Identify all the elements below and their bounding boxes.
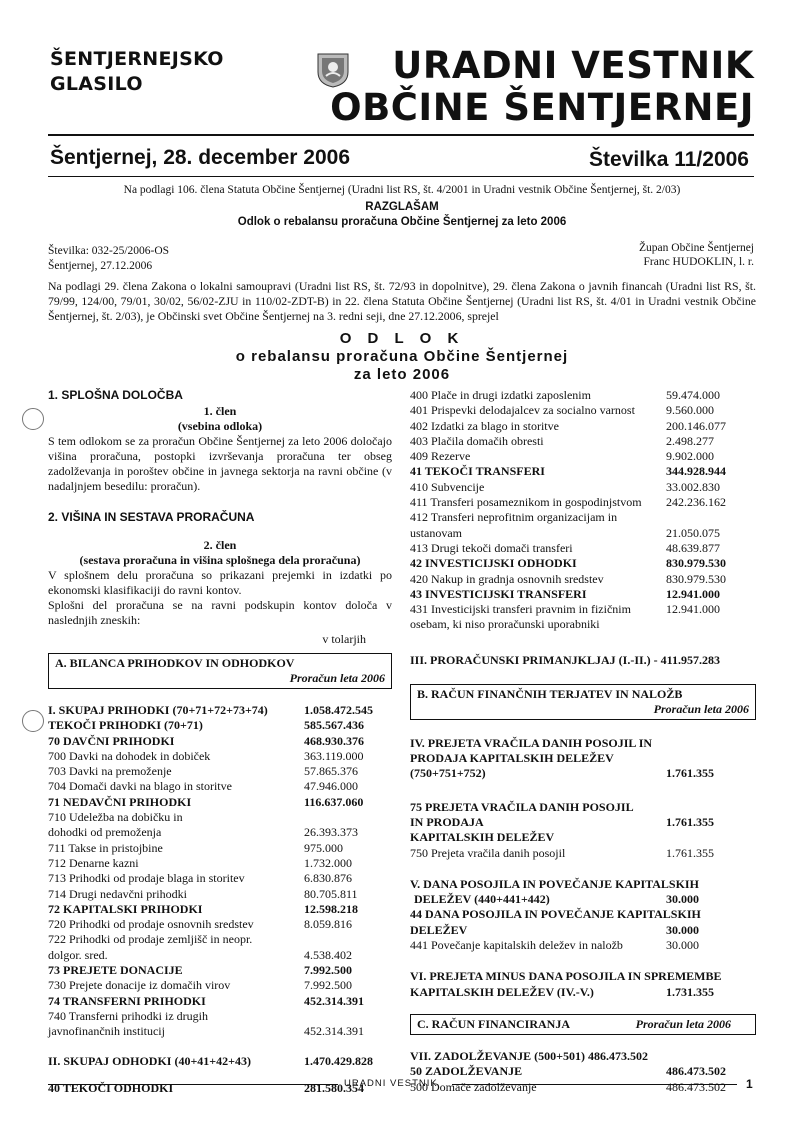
box-b-subtitle: Proračun leta 2006 bbox=[653, 701, 749, 716]
box-c-title: C. RAČUN FINANCIRANJA bbox=[417, 1016, 570, 1031]
table-row: 722 Prihodki od prodaje zemljišč in neopr. bbox=[48, 932, 253, 947]
odlok-year: za leto 2006 bbox=[353, 366, 451, 383]
total-expenditure-row: II. SKUPAJ ODHODKI (40+41+42+43) 1.470.429.828 bbox=[48, 1053, 373, 1068]
footer-rule-right bbox=[452, 1084, 737, 1085]
table-row: 411 Transferi posameznikom in gospodinjstvom 242.236.162 bbox=[410, 495, 726, 510]
masthead-left-line1: ŠENTJERNEJSKO bbox=[50, 48, 224, 70]
mayor-name: Franc HUDOKLIN, l. r. bbox=[643, 256, 754, 268]
header-rule bbox=[48, 134, 754, 136]
section-v: V. DANA POSOJILA IN POVEČANJE KAPITALSKIH DELEŽEV (440+441+442) 30.000 44 DANA POSOJILA IN POVEČANJE KAPITALSKIH DELEŽEV 30.000 441 Povečanje kapitalskih deležev in naložb 30.000 bbox=[410, 876, 701, 953]
table-row: 730 Prejete donacije iz domačih virov 7.992.500 bbox=[48, 978, 352, 993]
legal-basis: Na podlagi 29. člena Zakona o lokalni samoupravi (Uradni list RS, št. 72/93 in dopolnitve), 29. člena Zakona o javnih financah (Uradni list RS, št. 79/99, 124/00, 79/01, 30/02, 56/02-ZJU in 110/02-ZDT-B) in 22. člena Statuta Občine Šentjernej (Uradni list RS, št. 4/01 in Uradni vestnik Občine Šentjernej, št. 2/03), je Občinski svet Občine Šentjernej na 3. redni seji, dne 27.12.2006, sprejel bbox=[48, 279, 756, 324]
table-row: 72 KAPITALSKI PRIHODKI 12.598.218 bbox=[48, 901, 358, 916]
footer-label: URADNI VESTNIK bbox=[344, 1078, 438, 1089]
odlok-heading: O D L O K bbox=[339, 330, 465, 347]
section-75: 75 PREJETA VRAČILA DANIH POSOJIL IN PRODAJA 1.761.355 KAPITALSKIH DELEŽEV 750 Prejeta vračila danih posojil 1.761.355 bbox=[410, 799, 714, 860]
expenditure-table bbox=[410, 388, 756, 633]
unit-label: v tolarjih bbox=[322, 632, 366, 646]
razglasam: RAZGLAŠAM bbox=[365, 201, 439, 213]
punch-hole-bottom bbox=[22, 710, 44, 732]
article-2: 2. člen bbox=[203, 538, 237, 552]
article-1-subtitle: (vsebina odloka) bbox=[177, 419, 263, 433]
box-b bbox=[410, 684, 756, 720]
table-row: 74 TRANSFERNI PRIHODKI 452.314.391 bbox=[48, 993, 364, 1008]
table-row: 740 Transferni prihodki iz drugih bbox=[48, 1008, 208, 1023]
table-row: I. SKUPAJ PRIHODKI (70+71+72+73+74) 1.058.472.545 bbox=[48, 703, 373, 717]
masthead-left-line2: GLASILO bbox=[50, 73, 143, 95]
table-row: 41 TEKOČI TRANSFERI 344.928.944 bbox=[410, 464, 726, 479]
masthead-title-line1: URADNI VESTNIK bbox=[392, 44, 754, 87]
table-row: dohodki od premoženja 26.393.373 bbox=[48, 825, 358, 840]
decree-title: Odlok o rebalansu proračuna Občine Šentjernej za leto 2006 bbox=[237, 216, 567, 228]
table-row: 409 Rezerve 9.902.000 bbox=[410, 449, 714, 464]
box-a-title: A. BILANCA PRIHODKOV IN ODHODKOV bbox=[55, 656, 295, 670]
table-row: 412 Transferi neprofitnim organizacijam in bbox=[410, 510, 618, 525]
table-row: 410 Subvencije 33.002.830 bbox=[410, 479, 720, 494]
punch-hole-top bbox=[22, 408, 44, 430]
masthead-left bbox=[50, 47, 224, 97]
article-2-text1: V splošnem delu proračuna so prikazani prejemki in izdatki po ekonomski klasifikaciji do ravni kontov. bbox=[48, 568, 392, 597]
preamble: Na podlagi 106. člena Statuta Občine Šentjernej (Uradni list RS, št. 4/2001 in Uradni vestnik Občine Šentjernej, št. 2/03) bbox=[123, 184, 681, 196]
section-vi: VI. PREJETA MINUS DANA POSOJILA IN SPREMEMBE KAPITALSKIH DELEŽEV (IV.-V.) 1.731.355 bbox=[410, 969, 722, 999]
table-row: 700 Davki na dohodek in dobiček 363.119.000 bbox=[48, 748, 364, 763]
section-vii: VII. ZADOLŽEVANJE (500+501) 486.473.502 50 ZADOLŽEVANJE 486.473.502 500 Domače zadolževanje 486.473.502 bbox=[410, 1048, 726, 1094]
current-expenditure-row: 40 TEKOČI ODHODKI 281.580.354 bbox=[48, 1080, 364, 1095]
issue-number: Številka 11/2006 bbox=[589, 148, 749, 171]
table-row: javnofinančnih institucij 452.314.391 bbox=[48, 1024, 364, 1039]
table-row: 401 Prispevki delodajalcev za socialno varnost 9.560.000 bbox=[410, 403, 714, 418]
section-1-heading: 1. SPLOŠNA DOLOČBA bbox=[48, 388, 183, 402]
table-row: dolgor. sred. 4.538.402 bbox=[48, 947, 352, 962]
article-1: 1. člen bbox=[203, 404, 237, 418]
box-b-title: B. RAČUN FINANČNIH TERJATEV IN NALOŽB bbox=[417, 686, 683, 701]
table-row: 711 Takse in pristojbine 975.000 bbox=[48, 840, 343, 855]
dateline-rule bbox=[48, 176, 754, 177]
table-row: 403 Plačila domačih obresti 2.498.277 bbox=[410, 433, 714, 448]
table-row: ustanovam 21.050.075 bbox=[410, 525, 720, 540]
budget-deficit: III. PRORAČUNSKI PRIMANJKLJAJ (I.-II.) - 411.957.283 bbox=[410, 652, 721, 667]
left-column bbox=[48, 388, 392, 1096]
article-2-subtitle: (sestava proračuna in višina splošnega dela proračuna) bbox=[79, 553, 361, 567]
document-number: Številka: 032-25/2006-OS bbox=[48, 245, 170, 257]
table-row: 714 Drugi nedavčni prihodki 80.705.811 bbox=[48, 886, 358, 901]
revenue-table bbox=[48, 703, 392, 1040]
box-a bbox=[48, 653, 392, 689]
mayor-title: Župan Občine Šentjernej bbox=[639, 242, 754, 254]
table-row: 71 NEDAVČNI PRIHODKI 116.637.060 bbox=[48, 794, 364, 809]
table-row: 402 Izdatki za blago in storitve 200.146.077 bbox=[410, 418, 726, 433]
table-row: 713 Prihodki od prodaje blaga in storitev 6.830.876 bbox=[48, 871, 352, 886]
box-a-subtitle: Proračun leta 2006 bbox=[289, 671, 385, 685]
table-row: 720 Prihodki od prodaje osnovnih sredstev 8.059.816 bbox=[48, 917, 352, 932]
table-row: osebam, ki niso proračunski uporabniki bbox=[410, 617, 600, 632]
table-row: 420 Nakup in gradnja osnovnih sredstev 830.979.530 bbox=[410, 571, 726, 586]
table-row: 431 Investicijski transferi pravnim in fizičnim 12.941.000 bbox=[410, 602, 720, 617]
box-c bbox=[410, 1014, 756, 1035]
page-number: 1 bbox=[746, 1077, 753, 1091]
table-row: 42 INVESTICIJSKI ODHODKI 830.979.530 bbox=[410, 556, 726, 571]
table-row: 413 Drugi tekoči domači transferi 48.639.877 bbox=[410, 540, 720, 555]
article-1-text: S tem odlokom se za proračun Občine Šentjernej za leto 2006 določajo višina proračuna, postopki izvrševanja proračuna ter obseg zadolževanja in poroštev občine in javnega sektorja na ravni občine (v nadaljnjem besedilu: proračun). bbox=[48, 434, 392, 493]
table-row: 703 Davki na premoženje 57.865.376 bbox=[48, 764, 358, 779]
place-date: Šentjernej, 27.12.2006 bbox=[48, 260, 153, 272]
box-c-subtitle: Proračun leta 2006 bbox=[635, 1016, 731, 1031]
article-2-text2: Splošni del proračuna se na ravni podskupin kontov določa v naslednjih zneskih: bbox=[48, 598, 392, 627]
footer-rule-left bbox=[48, 1084, 338, 1085]
table-row: 710 Udeležba na dobičku in bbox=[48, 810, 183, 825]
odlok-subtitle: o rebalansu proračuna Občine Šentjernej bbox=[235, 348, 569, 365]
table-row: 70 DAVČNI PRIHODKI 468.930.376 bbox=[48, 733, 364, 748]
section-2-heading: 2. VIŠINA IN SESTAVA PRORAČUNA bbox=[48, 510, 255, 524]
right-column bbox=[410, 388, 756, 1095]
municipal-coat-of-arms-icon bbox=[316, 52, 350, 88]
table-row: 400 Plače in drugi izdatki zaposlenim 59.474.000 bbox=[410, 388, 720, 402]
issue-date: Šentjernej, 28. december 2006 bbox=[50, 146, 350, 169]
masthead-title-line2: OBČINE ŠENTJERNEJ bbox=[330, 86, 754, 129]
table-row: 43 INVESTICIJSKI TRANSFERI 12.941.000 bbox=[410, 586, 720, 601]
table-row: 704 Domači davki na blago in storitve 47.946.000 bbox=[48, 779, 358, 794]
section-iv: IV. PREJETA VRAČILA DANIH POSOJIL IN PRODAJA KAPITALSKIH DELEŽEV (750+751+752) 1.761.355 bbox=[410, 735, 714, 781]
table-row: TEKOČI PRIHODKI (70+71) 585.567.436 bbox=[48, 718, 364, 733]
table-row: 712 Denarne kazni 1.732.000 bbox=[48, 855, 352, 870]
table-row: 73 PREJETE DONACIJE 7.992.500 bbox=[48, 963, 352, 978]
